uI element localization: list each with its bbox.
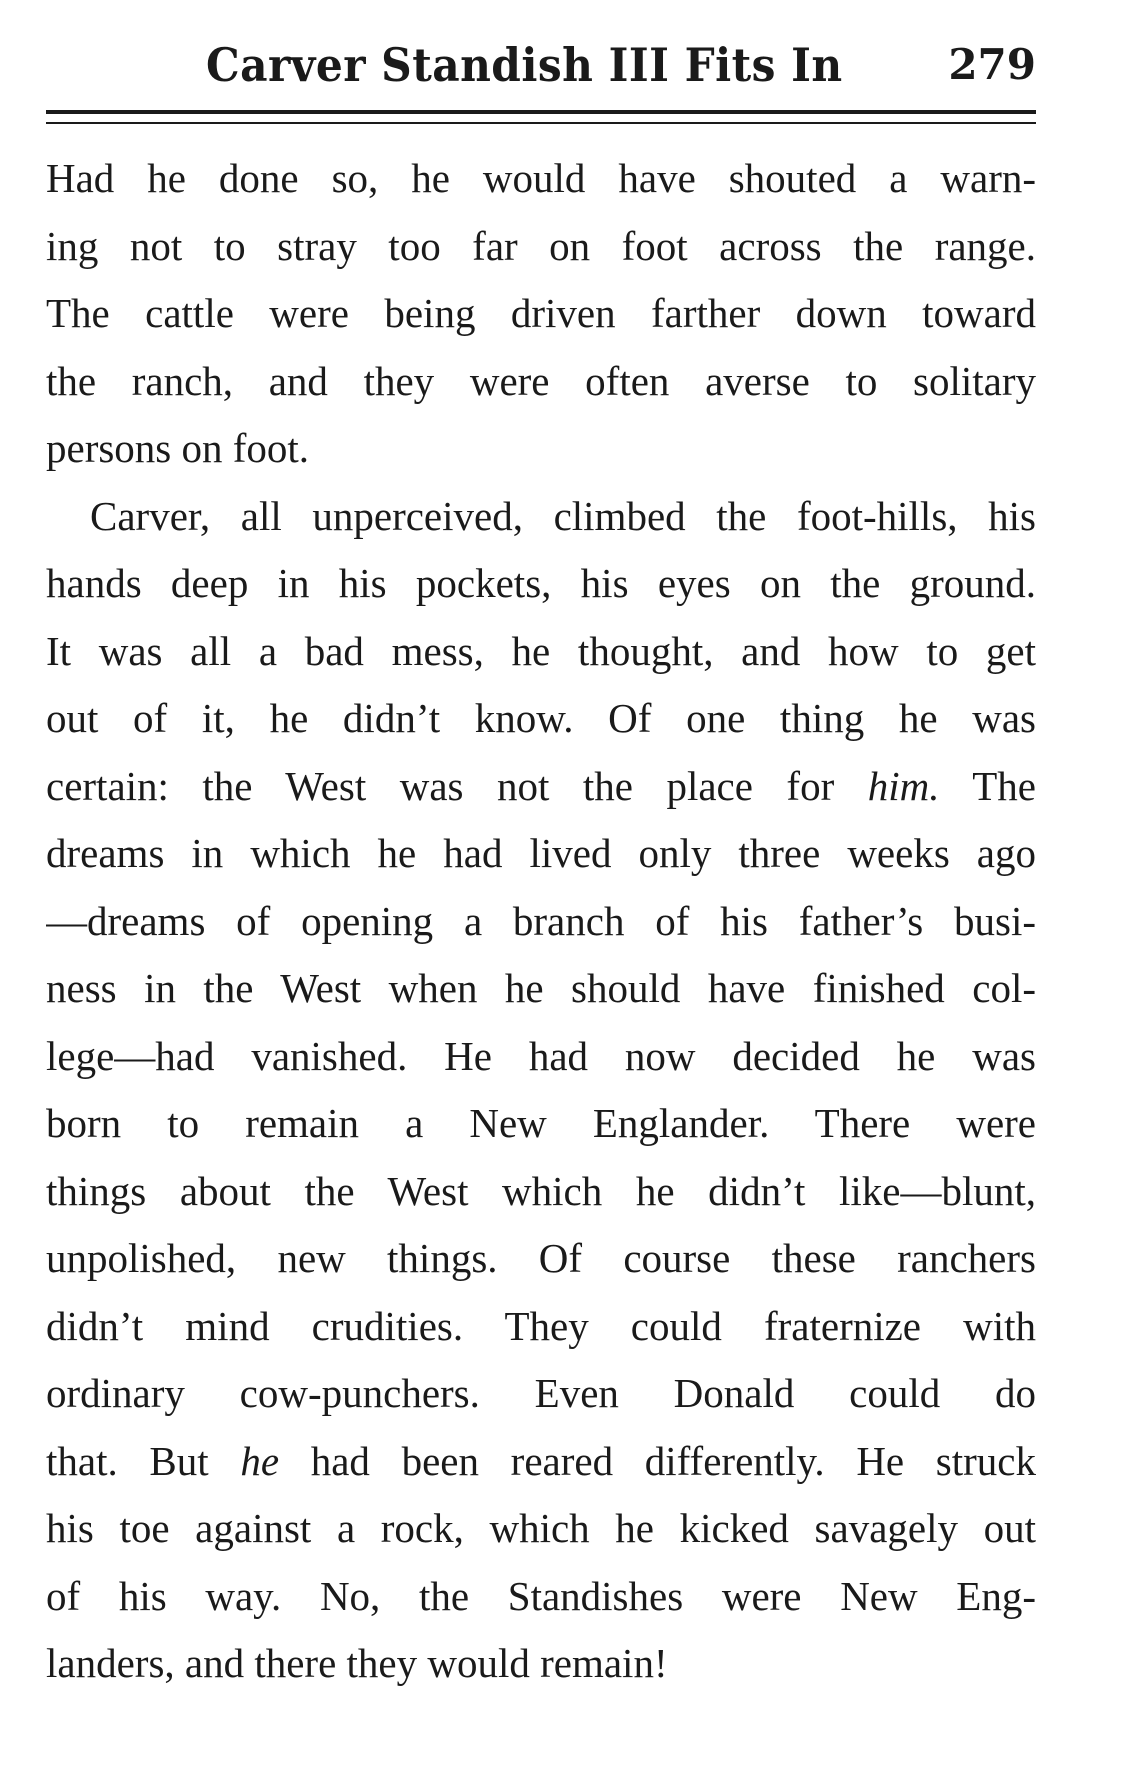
text-line: The cattle were being driven farther down toward	[46, 290, 1036, 336]
text-line: certain: the West was not the place for him. The	[46, 762, 1036, 809]
body-text	[46, 145, 1036, 1698]
text-line: ness in the West when he should have finished col-	[46, 965, 1036, 1011]
text-line: dreams in which he had lived only three weeks ago	[46, 830, 1036, 876]
page-number: 279	[948, 40, 1036, 89]
text-line: of his way. No, the Standishes were New Eng-	[46, 1572, 1036, 1619]
page-header	[46, 38, 1036, 98]
text-line: that. But he had been reared differently. He struck	[46, 1437, 1036, 1484]
emphasis-word: him.	[867, 762, 940, 809]
running-title: Carver Standish III Fits In	[206, 38, 843, 92]
text-line: landers, and there they would remain!	[46, 1640, 668, 1686]
text-line: Had he done so, he would have shouted a warn-	[46, 155, 1036, 201]
header-rule-thick	[46, 110, 1036, 114]
text-line: didn’t mind crudities. They could fraternize with	[46, 1302, 1036, 1349]
header-rule-thin	[46, 122, 1036, 124]
text-line: Carver, all unperceived, climbed the foot-hills, his	[90, 492, 1036, 539]
text-line: —dreams of opening a branch of his father’s busi-	[46, 897, 1036, 944]
text-line: hands deep in his pockets, his eyes on the ground.	[46, 560, 1036, 606]
text-line: things about the West which he didn’t like—blunt,	[46, 1167, 1036, 1214]
text-line: the ranch, and they were often averse to solitary	[46, 357, 1036, 404]
text-line: born to remain a New Englander. There were	[46, 1100, 1036, 1146]
text-line: unpolished, new things. Of course these ranchers	[46, 1235, 1036, 1281]
text-line: persons on foot.	[46, 425, 310, 471]
text-line: ordinary cow-punchers. Even Donald could do	[46, 1370, 1036, 1416]
text-line: his toe against a rock, which he kicked savagely out	[46, 1505, 1036, 1551]
text-line: It was all a bad mess, he thought, and how to get	[46, 627, 1036, 674]
emphasis-word: he	[208, 1437, 311, 1484]
text-line: out of it, he didn’t know. Of one thing he was	[46, 695, 1036, 741]
text-line: lege—had vanished. He had now decided he was	[46, 1032, 1036, 1079]
text-line: ing not to stray too far on foot across the range.	[46, 222, 1036, 269]
